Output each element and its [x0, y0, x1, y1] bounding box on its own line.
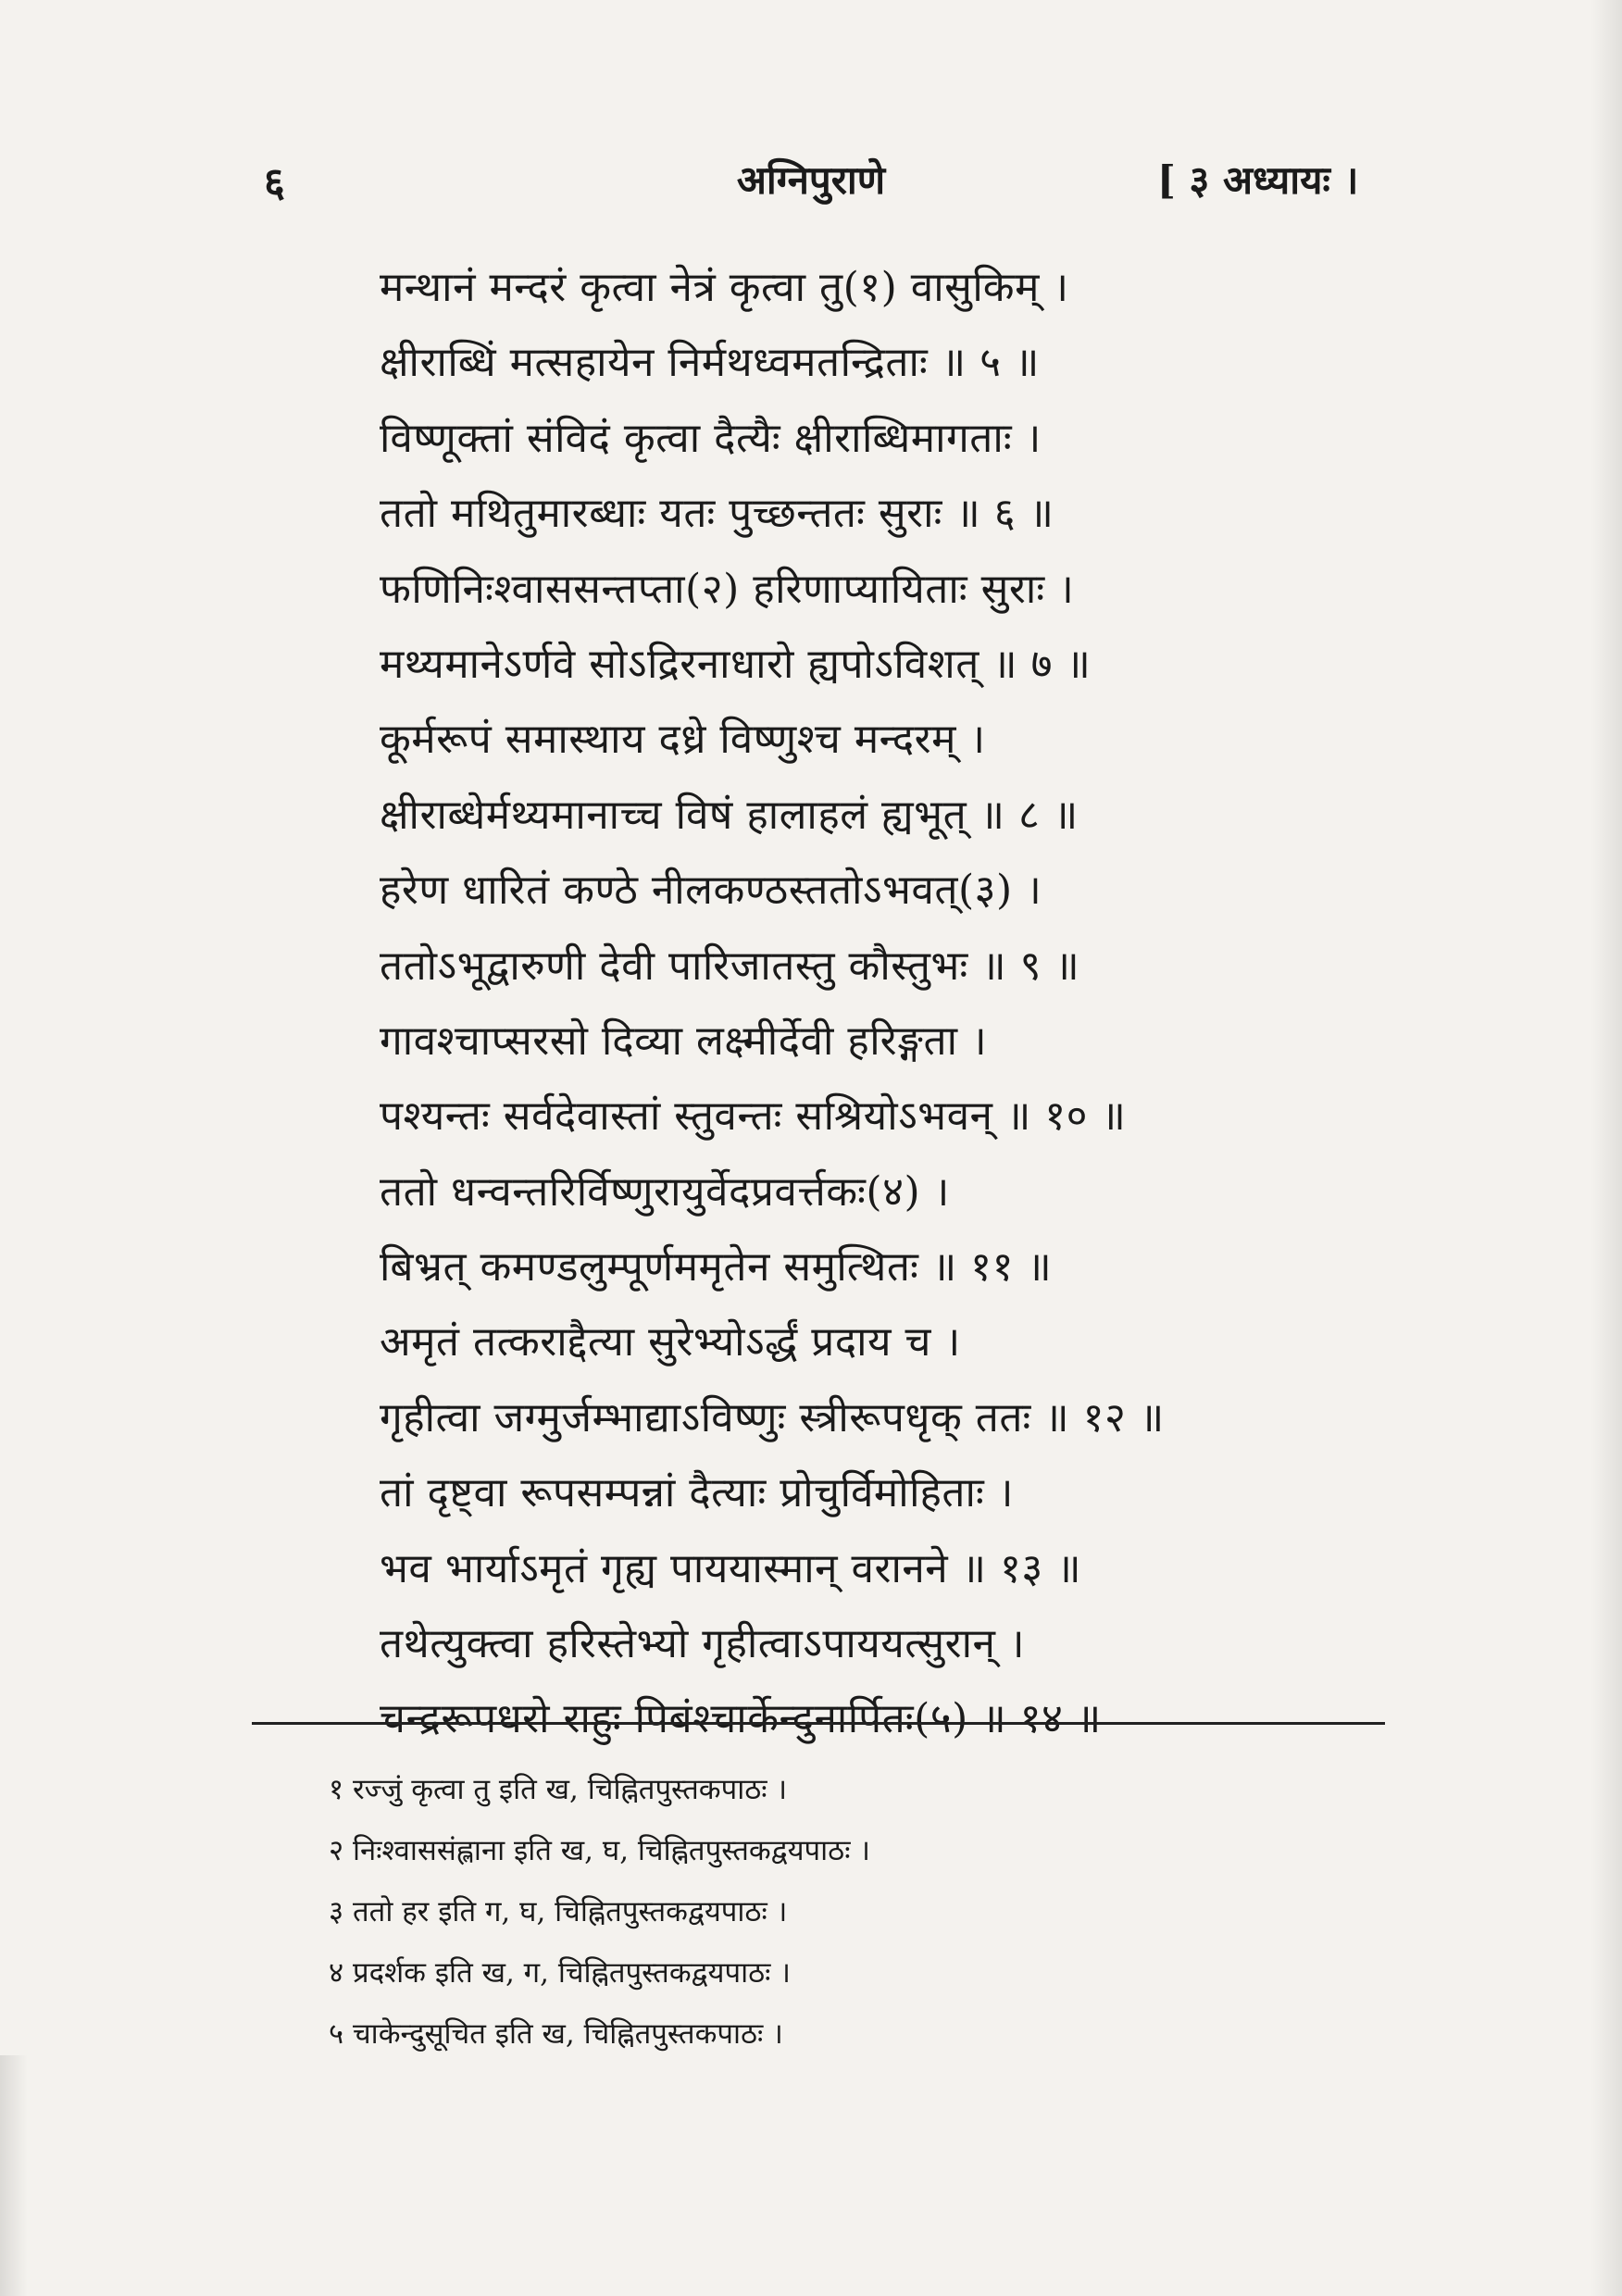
footnote: ३ ततो हर इति ग, घ, चिह्नितपुस्तकद्वयपाठः ।	[329, 1895, 788, 1928]
verse-line: ततोऽभूद्वारुणी देवी पारिजातस्तु कौस्तुभः ॥ ९ ॥	[380, 942, 1080, 990]
footnote: १ रज्जुं कृत्वा तु इति ख, चिह्नितपुस्तकपाठः ।	[329, 1773, 788, 1806]
scan-shadow-left	[0, 2055, 28, 2296]
footnote-divider	[252, 1722, 1385, 1725]
running-title: अग्निपुराणे	[736, 157, 886, 203]
verse-line: मन्थानं मन्दरं कृत्वा नेत्रं कृत्वा तु(१) वासुकिम् ।	[380, 264, 1069, 311]
chapter-label: [ ३ अध्यायः ।	[1157, 157, 1359, 203]
verse-line: बिभ्रत् कमण्डलुम्पूर्णममृतेन समुत्थितः ॥ ११ ॥	[380, 1243, 1053, 1292]
verse-line: गावश्चाप्सरसो दिव्या लक्ष्मीर्देवी हरिङ्गता ।	[380, 1017, 988, 1065]
scan-shadow-right	[1591, 0, 1622, 2296]
verse-line: हरेण धारितं कण्ठे नीलकण्ठस्ततोऽभवत्(३) ।	[380, 867, 1042, 915]
verse-line: तथेत्युक्त्वा हरिस्तेभ्यो गृहीत्वाऽपाययत्सुरान् ।	[380, 1620, 1026, 1668]
verse-line: मथ्यमानेऽर्णवे सोऽद्रिरनाधारो ह्यपोऽविशत् ॥ ७ ॥	[380, 640, 1092, 688]
verse-line: फणिनिःश्वाससन्तप्ता(२) हरिणाप्यायिताः सुराः ।	[380, 565, 1075, 613]
verse-line: क्षीराब्धिं मत्सहायेन निर्मथध्वमतन्द्रिताः ॥ ५ ॥	[380, 339, 1040, 387]
verse-line: चन्द्ररूपधरो राहुः पिबंश्चार्केन्दुनार्पितः(५) ॥ १४ ॥	[380, 1695, 1102, 1743]
verse-line: ततो धन्वन्तरिर्विष्णुरायुर्वेदप्रवर्त्तकः(४) ।	[380, 1167, 950, 1216]
verse-line: अमृतं तत्कराद्दैत्या सुरेभ्योऽर्द्धं प्रदाय च ।	[380, 1318, 961, 1366]
verse-line: विष्णूक्तां संविदं कृत्वा दैत्यैः क्षीराब्धिमागताः ।	[380, 414, 1042, 462]
verse-line: क्षीराब्धेर्मथ्यमानाच्च विषं हालाहलं ह्यभूत् ॥ ८ ॥	[380, 791, 1079, 839]
footnote: ४ प्रदर्शक इति ख, ग, चिह्नितपुस्तकद्वयपाठः ।	[329, 1956, 791, 1990]
verse-line: गृहीत्वा जग्मुर्जम्भाद्याऽविष्णुः स्त्रीरूपधृक् ततः ॥ १२ ॥	[380, 1393, 1165, 1441]
verse-line: कूर्मरूपं समास्थाय दध्रे विष्णुश्च मन्दरम् ।	[380, 716, 986, 764]
verse-line: भव भार्याऽमृतं गृह्य पाययास्मान् वरानने ॥ १३ ॥	[380, 1544, 1082, 1592]
verse-line: तां दृष्ट्वा रूपसम्पन्नां दैत्याः प्रोचुर्विमोहिताः ।	[380, 1469, 1014, 1517]
page-number: ६	[264, 159, 285, 206]
footnote: ५ चाकेन्दुसूचित इति ख, चिह्नितपुस्तकपाठः ।	[329, 2017, 783, 2051]
page-header	[0, 153, 1622, 218]
verse-block	[380, 250, 1444, 1757]
verse-line: पश्यन्तः सर्वदेवास्तां स्तुवन्तः सश्रियोऽभवन् ॥ १० ॥	[380, 1092, 1127, 1141]
footnote: २ निःश्वाससंह्लाना इति ख, घ, चिह्नितपुस्तकद्वयपाठः ।	[329, 1834, 871, 1867]
verse-line: ततो मथितुमारब्धाः यतः पुच्छन्ततः सुराः ॥ ६ ॥	[380, 490, 1054, 538]
footnotes	[329, 1759, 1393, 2065]
